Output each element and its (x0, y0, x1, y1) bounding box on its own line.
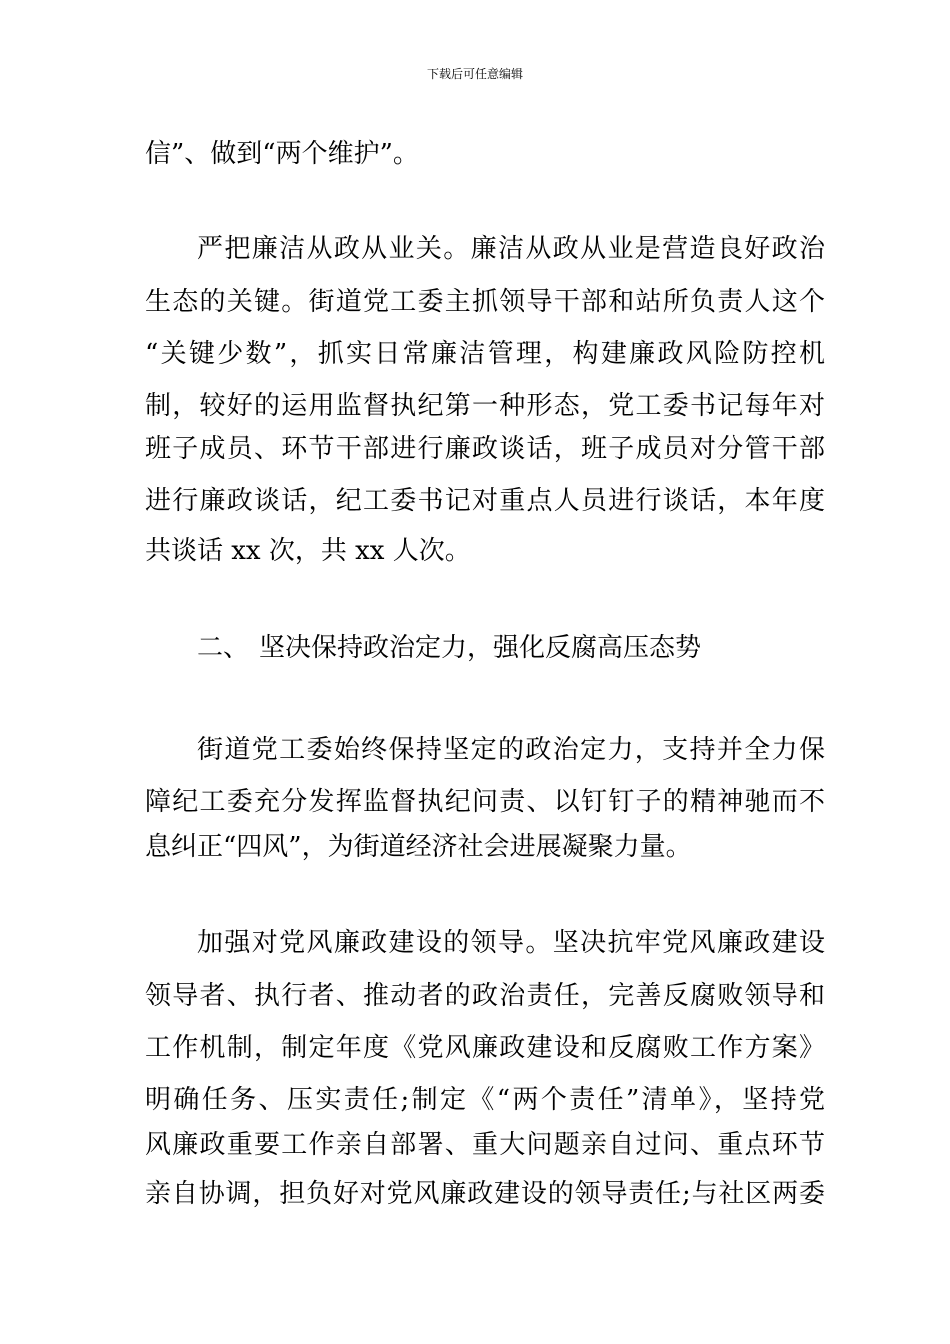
paragraph-line: 亲自协调，担负好对党风廉政建设的领导责任;与社区两委 (145, 1179, 825, 1209)
paragraph-line: 进行廉政谈话，纪工委书记对重点人员进行谈话，本年度 (145, 486, 825, 516)
paragraph-line: 息纠正“四风”，为街道经济社会进展凝聚力量。 (145, 832, 692, 862)
paragraph-line: 风廉政重要工作亲自部署、重大问题亲自过问、重点环节 (145, 1130, 825, 1160)
paragraph-line: 共谈话 xx 次，共 xx 人次。 (145, 536, 471, 566)
paragraph-line: 工作机制，制定年度《党风廉政建设和反腐败工作方案》 (145, 1033, 825, 1063)
paragraph-line: 街道党工委始终保持坚定的政治定力，支持并全力保 (197, 735, 825, 765)
paragraph-line: “关键少数”，抓实日常廉洁管理，构建廉政风险防控机 (145, 339, 825, 369)
paragraph-line: 障纪工委充分发挥监督执纪问责、以钉钉子的精神驰而不 (145, 787, 825, 817)
paragraph-line: 加强对党风廉政建设的领导。坚决抗牢党风廉政建设 (197, 928, 825, 958)
section-heading (197, 628, 701, 668)
paragraph-line: 生态的关键。街道党工委主抓领导干部和站所负责人这个 (145, 287, 825, 317)
paragraph-line: 班子成员、环节干部进行廉政谈话，班子成员对分管干部 (145, 434, 825, 464)
paragraph-line: 制，较好的运用监督执纪第一种形态，党工委书记每年对 (145, 391, 825, 421)
section-heading-text: 坚决保持政治定力，强化反腐高压态势 (259, 633, 702, 663)
paragraph-line: 领导者、执行者、推动者的政治责任，完善反腐败领导和 (145, 981, 825, 1011)
paragraph-line: 明确任务、压实责任;制定《“两个责任”清单》，坚持党 (145, 1085, 825, 1115)
paragraph-line: 信”、做到“两个维护”。 (145, 139, 419, 169)
section-heading-number: 二、 (197, 633, 250, 663)
paragraph-line: 严把廉洁从政从业关。廉洁从政从业是营造良好政治 (197, 234, 825, 264)
page-header-note: 下载后可任意编辑 (426, 67, 523, 81)
